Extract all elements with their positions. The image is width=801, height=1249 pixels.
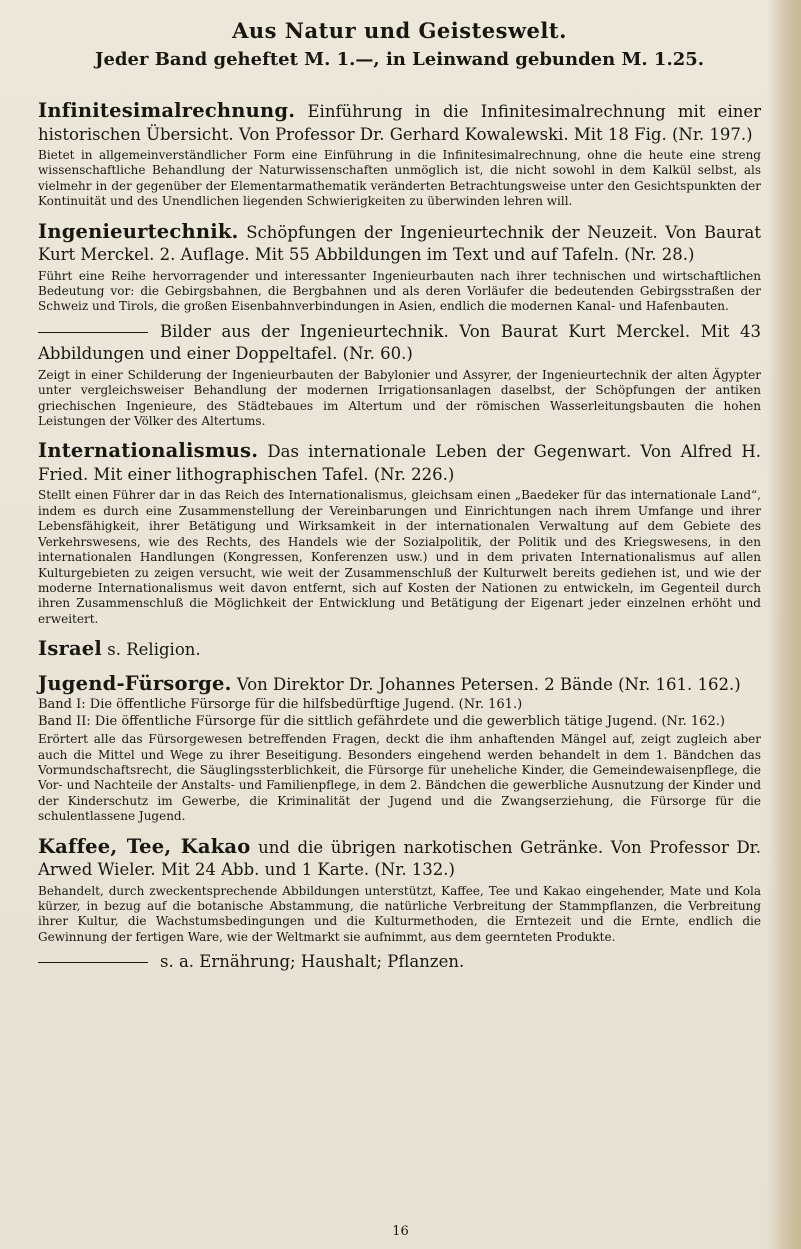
ditto-dash xyxy=(38,962,148,963)
entry-keyword: Jugend-Fürsorge. xyxy=(38,671,232,695)
entry-heading xyxy=(38,638,761,662)
entry-description: Behandelt, durch zweckentsprechende Abbildungen unterstützt, Kaffee, Tee und Kakao eingehender, Mate und Kola kürzer, in bezug auf die botanische Abstammung, die natürliche Verbreitung der Stammpflanzen, die Verbreitung ihrer Kultur, die Wachstumsbedingungen und die Kulturmethoden, die Erntezeit und die Ernte, endlich die Gewinnung der fertigen Ware, wie der Weltmarkt sie aufnimmt, aus dem geernteten Produkte. xyxy=(38,883,761,944)
entry-heading xyxy=(38,221,761,267)
entry-title: Schöpfungen der Ingenieurtechnik der Neuzeit. Von Baurat Kurt Merckel. 2. Auflage. Mit 55 Abbildungen im Text und auf Tafeln. (Nr. 28.) xyxy=(38,222,761,265)
page-number: 16 xyxy=(392,1224,409,1239)
entry-jugend-fuersorge xyxy=(38,673,761,825)
entry-description: Bietet in allgemeinverständlicher Form eine Einführung in die Infinitesimalrechnung, ohne die heute eine streng wissenschaftliche Behandlung der Naturwissenschaften unmöglich ist, die nicht sowohl in dem Kalkül selbst, als vielmehr in der gegenüber der Elementarmathematik veränderten Betrachtungsweise unter den Gesichtspunkten der Kontinuität und des Unendlichen liegenden Schwierigkeiten zu überwinden lehren will. xyxy=(38,148,761,209)
series-title: Aus Natur und Geisteswelt. xyxy=(232,18,567,43)
series-price-line: Jeder Band geheftet M. 1.—, in Leinwand gebunden M. 1.25. xyxy=(94,49,705,70)
see-also-text: s. a. Ernährung; Haushalt; Pflanzen. xyxy=(160,952,465,972)
entry-heading xyxy=(38,673,761,697)
entry-title: Das internationale Leben der Gegenwart. Von Alfred H. Fried. Mit einer lithographischen Tafel. (Nr. 226.) xyxy=(38,442,761,484)
ditto-dash xyxy=(38,332,148,333)
page-edge-shadow xyxy=(767,0,801,1249)
entry-sub-description: Zeigt in einer Schilderung der Ingenieurbauten der Babylonier und Assyrer, der Ingenieurtechnik der alten Ägypter unter vergleichsweiser Behandlung der modernen Irrigationsanlagen daselbst, der Schöpfungen der antiken griechischen Ingenieure, des Städtebaues im Altertum und der römischen Wasserleitungsbauten die hohen Leistungen der Völker des Altertums. xyxy=(38,367,761,429)
entry-infinitesimalrechnung xyxy=(38,100,761,210)
entry-keyword: Ingenieurtechnik. xyxy=(38,219,239,243)
entry-description: Erörtert alle das Fürsorgewesen betreffenden Fragen, deckt die ihm anhaftenden Mängel auf, zeigt zugleich aber auch die Mittel und Wege zu ihrer Beseitigung. Besonders eingehend werden behandelt in dem 1. Bändchen das Vormundschaftsrecht, die Säuglingssterblichkeit, die Fürsorge für uneheliche Kinder, die Gemeindewaisenpflege, die Vor- und Nachteile der Anstalts- und Familienpflege, in dem 2. Bändchen die gewerbliche Ausnutzung der Kinder und der Kinderschutz im Gewerbe, die Kriminalität der Jugend und die Zwangserziehung, die Fürsorge für die schulentlassene Jugend. xyxy=(38,732,761,824)
entry-title: Einführung in die Infinitesimalrechnung mit einer historischen Übersicht. Von Professor Dr. Gerhard Kowalewski. Mit 18 Fig. (Nr. 197.) xyxy=(38,102,761,144)
volume-line: Band I: Die öffentliche Fürsorge für die hilfsbedürftige Jugend. (Nr. 161.) xyxy=(38,697,523,713)
entry-sub-title: Bilder aus der Ingenieurtechnik. Von Baurat Kurt Merckel. Mit 43 Abbildungen und einer Doppeltafel. (Nr. 60.) xyxy=(38,321,761,364)
see-also-line xyxy=(38,951,761,974)
entry-keyword: Israel xyxy=(38,637,103,661)
entry-internationalismus xyxy=(38,440,761,627)
entry-title: und die übrigen narkotischen Getränke. Von Professor Dr. Arwed Wieler. Mit 24 Abb. und 1 Karte. (Nr. 132.) xyxy=(38,837,761,880)
entry-heading xyxy=(38,440,761,486)
entry-description: Stellt einen Führer dar in das Reich des Internationalismus, gleichsam einen „Baedeker für das internationale Land“, indem es durch eine Zusammenstellung der Vereinbarungen und Einrichtungen nach ihrem Umfange und ihrer Lebensfähigkeit, ihrer Betätigung und Wirksamkeit in der internationalen Verwaltung auf dem Gebiete des Verkehrswesens, wie des Rechts, des Handels wie der Sozialpolitik, der Politik und des Kriegswesens, in den internationalen Handlungen (Kongressen, Konferenzen usw.) und in dem privaten Internationalismus auf allen Kulturgebieten zu zeigen versucht, wie weit der Zusammenschluß der Kulturwelt bereits gediehen ist, und wie der moderne Internationalismus weit davon entfernt, sich auf Kosten der Nationen zu entwickeln, im Gegenteil durch ihren Zusammenschluß die Möglichkeit der Entwicklung und Betätigung der Eigenart jeder einzelnen erhöht und erweitert. xyxy=(38,488,761,626)
entry-title: s. Religion. xyxy=(107,640,201,660)
entry-heading xyxy=(38,836,761,882)
entry-keyword: Infinitesimalrechnung. xyxy=(38,99,296,122)
entry-kaffee-tee-kakao xyxy=(38,836,761,974)
entry-israel xyxy=(38,638,761,662)
entry-title: Von Direktor Dr. Johannes Petersen. 2 Bände (Nr. 161. 162.) xyxy=(236,674,741,694)
entry-description: Führt eine Reihe hervorragender und interessanter Ingenieurbauten nach ihrer technischen und wirtschaftlichen Bedeutung vor: die Gebirgsbahnen, die Bergbahnen und als deren Vorläufer die bedeutenden Gebirgsstraßen der Schweiz und Tirols, die großen Eisenbahnverbindungen in Asien, endlich die modernen Kanal- und Hafenbauten. xyxy=(38,268,761,314)
entry-sub-heading xyxy=(38,321,761,366)
entry-keyword: Kaffee, Tee, Kakao xyxy=(38,834,251,858)
entry-ingenieurtechnik xyxy=(38,221,761,430)
entry-heading xyxy=(38,100,761,146)
volume-line: Band II: Die öffentliche Fürsorge für die sittlich gefährdete und die gewerblich tätige Jugend. (Nr. 162.) xyxy=(38,714,725,730)
entry-keyword: Internationalismus. xyxy=(38,439,259,463)
